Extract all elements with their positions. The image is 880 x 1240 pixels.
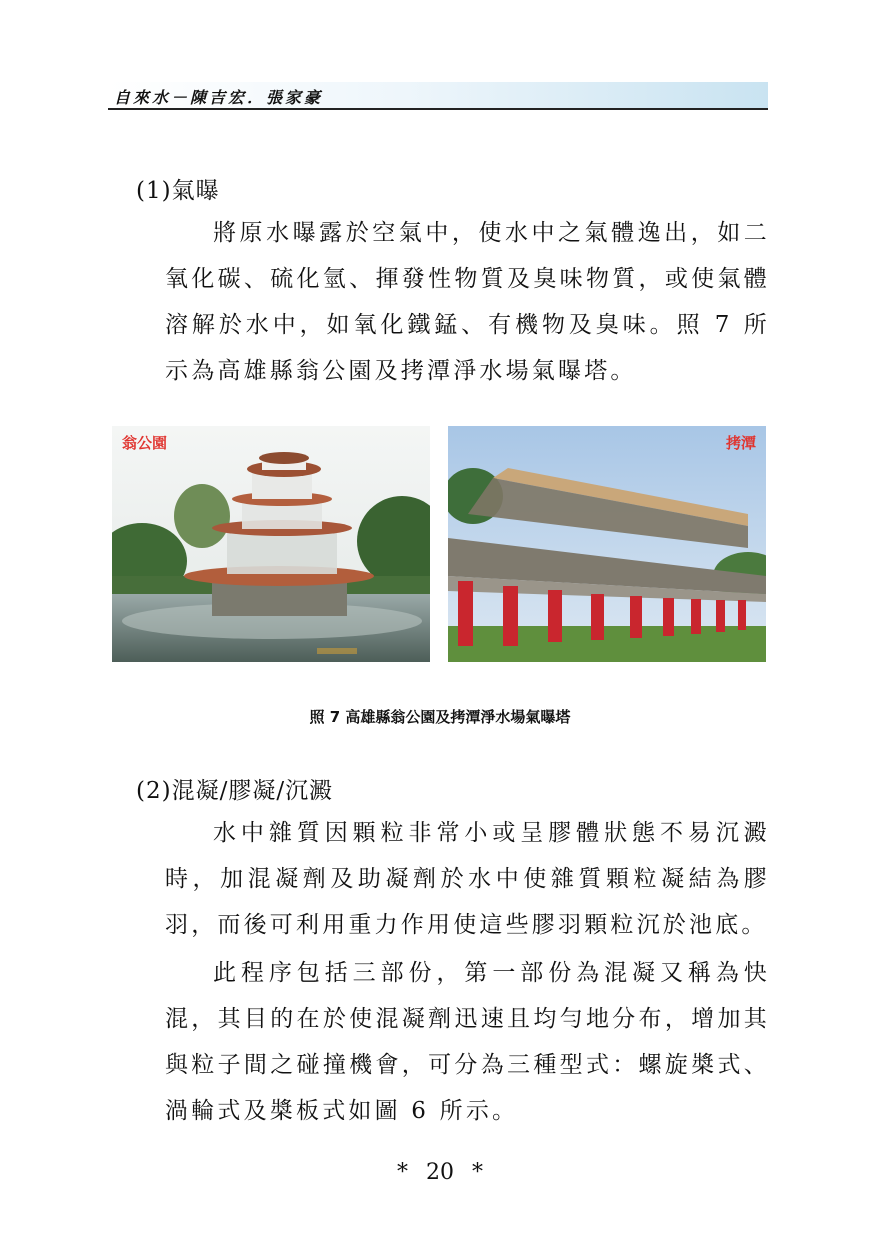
page-number: 20: [426, 1160, 454, 1185]
star-ornament-right: *: [472, 1160, 483, 1185]
aeration-paragraph: 將原水曝露於空氣中，使水中之氣體逸出，如二氧化碳、硫化氫、揮發性物質及臭味物質，或使氣體溶解於水中，如氧化鐵錳、有機物及臭味。照 7 所示為高雄縣翁公園及拷潭淨水場氣曝塔。: [165, 220, 770, 384]
photo-caption: 照 7 高雄縣翁公園及拷潭淨水場氣曝塔: [309, 708, 571, 726]
star-ornament-left: *: [397, 1160, 408, 1185]
section-title-coagulation: (2)混凝/膠凝/沉澱: [136, 778, 334, 804]
photo-label-kaotan: 拷潭: [725, 434, 756, 452]
section-title-aeration: (1)氣曝: [136, 178, 220, 204]
fountain-photo-illustration: [112, 426, 430, 662]
running-header: [108, 82, 768, 110]
aeration-tower-photo-illustration: [448, 426, 766, 662]
coagulation-paragraph-2: 此程序包括三部份，第一部份為混凝又稱為快混，其目的在於使混凝劑迅速且均勻地分布，增加其與粒子間之碰撞機會，可分為三種型式：螺旋槳式、渦輪式及槳板式如圖 6 所示。: [165, 960, 770, 1124]
photo-kaotan-aeration-tower: [448, 426, 766, 662]
photo-weng-park-fountain: [112, 426, 430, 662]
header-title: 自來水－陳吉宏．張家豪: [114, 88, 324, 107]
photo-label-weng-park: 翁公園: [122, 434, 168, 452]
coagulation-paragraph-1: 水中雜質因顆粒非常小或呈膠體狀態不易沉澱時，加混凝劑及助凝劑於水中使雜質顆粒凝結為膠羽，而後可利用重力作用使這些膠羽顆粒沉於池底。: [165, 820, 770, 938]
page-footer: [0, 1160, 880, 1185]
